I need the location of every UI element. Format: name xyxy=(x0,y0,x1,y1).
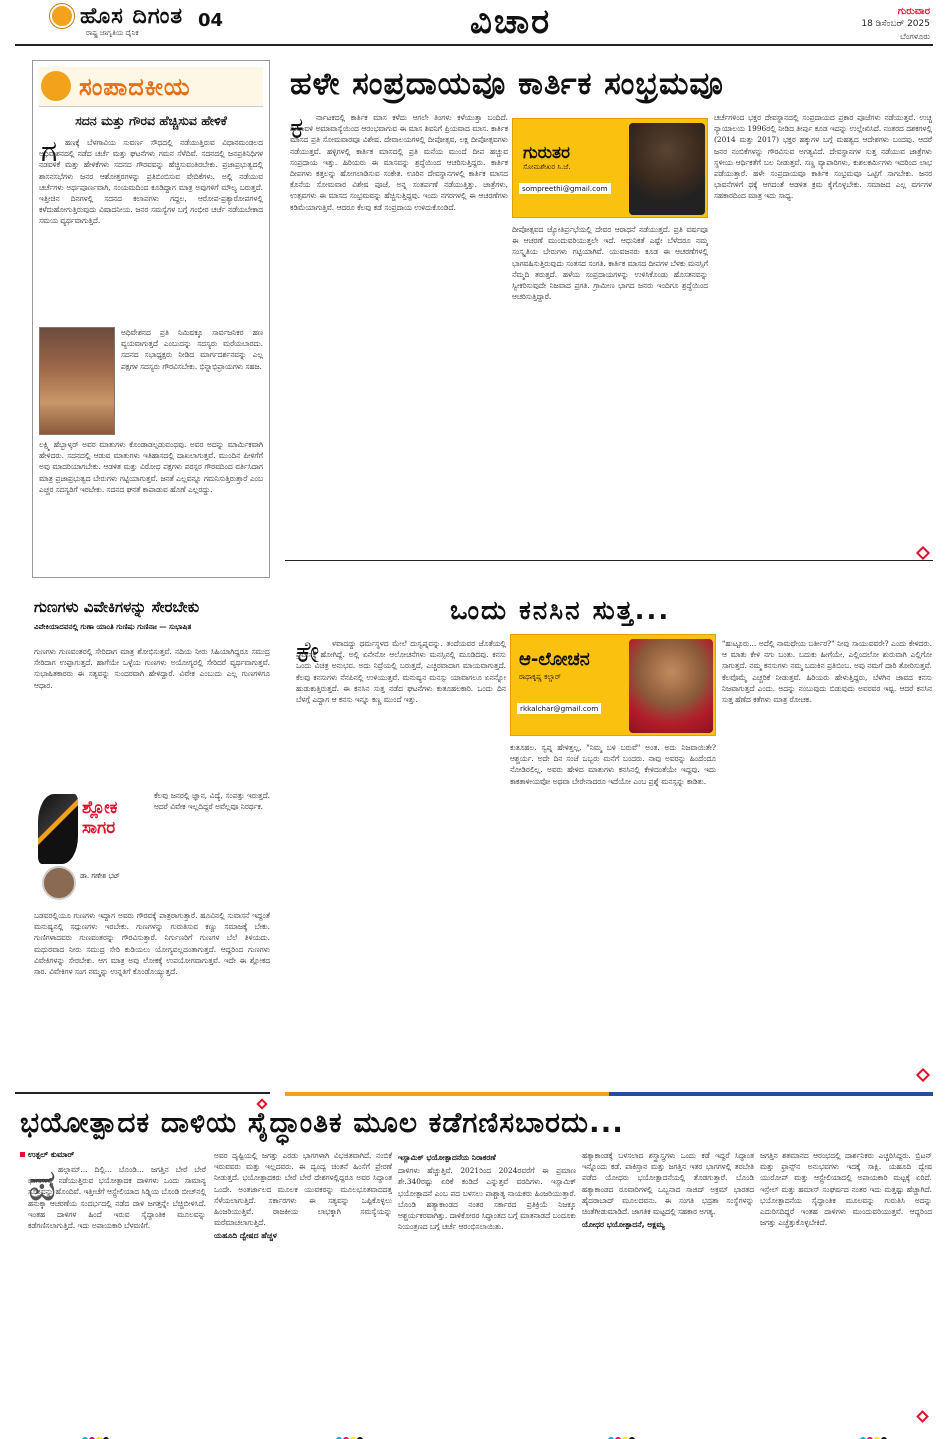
bottom-byline: ಉತ್ಪಲ್ ಕುಮಾರ್ xyxy=(28,1150,75,1159)
registration-marks xyxy=(336,1428,366,1436)
section-divider xyxy=(285,560,933,561)
section-divider xyxy=(15,1092,270,1094)
color-divider xyxy=(285,1092,933,1096)
paper-tagline: ರಾಷ್ಟ್ರ ಜಾಗೃತಿಯ ದೈನಿಕ xyxy=(86,29,139,37)
registration-marks xyxy=(82,1428,112,1436)
author-name: ರಾಧಾಕೃಷ್ಣ ಕಲ್ಚಾರ್ xyxy=(519,673,561,681)
article-end-icon xyxy=(916,1068,930,1082)
lead-headline: ಹಳೇ ಸಂಪ್ರದಾಯವೂ ಕಾರ್ತಿಕ ಸಂಭ್ರಮವೂ xyxy=(290,66,724,102)
article-end-icon xyxy=(916,546,930,560)
bottom-article-column xyxy=(214,1150,392,1424)
editorial-box xyxy=(32,60,270,578)
author-name: ಸೋಮಶೇಖರ ಸಿ.ಜೆ. xyxy=(523,163,571,171)
column-label: ಆ-ಲೋಚನ xyxy=(519,649,590,670)
shloka-title: ಶ್ಲೋಕ ಸಾಗರ xyxy=(82,798,118,838)
top-rule xyxy=(15,44,933,46)
author-email[interactable]: sompreethi@gmail.com xyxy=(519,183,611,194)
subhead: ಯೋಧರ ಭಯೋತ್ಪಾದನೆ, ಅಕ್ಷಮ್ಯ xyxy=(582,1220,665,1230)
masthead xyxy=(50,4,250,38)
place-label: ಬೆಂಗಳೂರು xyxy=(900,32,930,41)
editorial-dropcap: ಗ xyxy=(41,134,58,169)
subhead: ಯಹೂದಿ ದ್ವೇಷದ ಹೆಚ್ಚಳ xyxy=(214,1231,277,1241)
author-photo xyxy=(629,639,713,733)
quill-icon xyxy=(38,794,78,864)
dream-article-text: "ಹುಟ್ಟೂರು... ಅದೆಲ್ಲಿ ನಾಮಧೇಯ ಬರ್ತೀರ?" ನೀವು ಸಾಯುವವರೇ? ಎಂದು ಕೇಳಿದರು. ಆ ಮಾತು ಕೇಳಿ ನಗು ಬಂತು. ಬದುಕು ಹೀಗೆಯೇ, ಎಲ್ಲಿಂದಲೋ ಶುರುವಾಗಿ ಎಲ್ಲಿಗೋ ಸಾಗುತ್ತದೆ. ನಮ್ಮ ಕನಸುಗಳು ನಮ್ಮ ಬದುಕಿನ ಪ್ರತಿಬಿಂಬ. ಅವು ನಮಗೆ ದಾರಿ ತೋರಿಸುತ್ತವೆ. ಕೆಲವೊಮ್ಮೆ ಎಚ್ಚರಿಕೆ ನೀಡುತ್ತವೆ. ಹಿರಿಯರು ಹೇಳುತ್ತಿದ್ದರು, ಬೆಳಗಿನ ಜಾವದ ಕನಸು ನಿಜವಾಗುತ್ತದೆ ಎಂದು. ಅದನ್ನು ನಂಬುವುದು ಬಿಡುವುದು ಅವರವರ ಇಷ್ಟ. ಆದರೆ ಕನಸಿನ ಸುತ್ತ ಹೆಣೆದ ಕತೆಗಳು ಮಾತ್ರ ರೋಚಕ. xyxy=(722,639,932,705)
bottom-article-text: ಜಗತ್ತಿನ ಶತಮಾನದ ಆರಂಭದಲ್ಲಿ ದಾರ್ಶನಿಕರು ಎಚ್ಚರಿಸಿದ್ದರು. ಬ್ರಿಟನ್ ಮತ್ತು ಫ್ರಾನ್ಸ್‌ನ ಅನುಭವಗಳು ಇದಕ್ಕೆ ಸಾಕ್ಷಿ. ಯಹೂದಿ ದ್ವೇಷ ಯುರೋಪ್ ಮತ್ತು ಆಸ್ಟ್ರೇಲಿಯಾದಲ್ಲಿ ಅಪಾಯಕಾರಿ ಮಟ್ಟಕ್ಕೆ ಏರಿದೆ. ಇಸ್ರೇಲ್ ಮತ್ತು ಹಮಾಸ್ ಸಂಘರ್ಷದ ನಂತರ ಇದು ಮತ್ತಷ್ಟು ಹೆಚ್ಚಾಗಿದೆ. ಭಯೋತ್ಪಾದನೆಯ ಸೈದ್ಧಾಂತಿಕ ಮೂಲವನ್ನು ಗುರುತಿಸಿ ಅದನ್ನು ಎದುರಿಸದಿದ್ದರೆ ಇಂತಹ ದಾಳಿಗಳು ಮುಂದುವರಿಯುತ್ತವೆ. ಆದ್ದರಿಂದ ಜಗತ್ತು ಎಚ್ಚೆತ್ತುಕೊಳ್ಳಬೇಕಿದೆ. xyxy=(760,1151,932,1228)
lead-dropcap: ಕ xyxy=(290,111,304,146)
columnist-box xyxy=(512,118,708,218)
guna-text: ಬಡವರಲ್ಲಿಯೂ ಗುಣಗಳು ಇದ್ದಾಗ ಅವರು ಗೌರವಕ್ಕೆ ಪಾತ್ರರಾಗುತ್ತಾರೆ. ಹೂವಿನಲ್ಲಿ ಸುವಾಸನೆ ಇದ್ದಂತೆ ಮನುಷ್ಯನಲ್ಲಿ ಸದ್ಗುಣಗಳು ಇರಬೇಕು. ಗುಣಗಳನ್ನು ಗುರುತಿಸುವ ಕಣ್ಣು ಸಮಾಜಕ್ಕೆ ಬೇಕು. ಗುಣಿಗಳಾದವರು ಗುಣವಂತರನ್ನು ಗೌರವಿಸುತ್ತಾರೆ. ನಿರ್ಗುಣರಿಗೆ ಗುಣಗಳ ಬೆಲೆ ತಿಳಿಯದು. ಮಧುರವಾದ ನೀರು ಸಮುದ್ರ ಸೇರಿ ಕುಡಿಯಲು ಯೋಗ್ಯವಲ್ಲದಂತಾಗುತ್ತದೆ. ಆದ್ದರಿಂದ ಗುಣಗಳು ವಿವೇಕಿಗಳನ್ನು ಸೇರಬೇಕು. ಆಗ ಮಾತ್ರ ಅವು ಲೋಕಕ್ಕೆ ಉಪಯೋಗವಾಗುತ್ತವೆ. ಇದೇ ಈ ಶ್ಲೋಕದ ಸಾರ. ವಿವೇಕಿಗಳ ಸಂಗ ನಮ್ಮನ್ನು ಉನ್ನತಿಗೆ ಕೊಂಡೊಯ್ಯುತ್ತದೆ. xyxy=(34,911,270,977)
lead-article-text: ದೀಪೋತ್ಸವದ ಜ್ಯೋತಿರ್ಪ್ರಭೆಯಲ್ಲಿ ದೇವರ ಆರಾಧನೆ ನಡೆಯುತ್ತದೆ. ಪ್ರತಿ ವರ್ಷವೂ ಈ ಆಚರಣೆ ಮುಂದುವರಿಯುತ್ತಲೇ ಇದೆ. ಆಧುನಿಕತೆ ಎಷ್ಟೇ ಬೆಳೆದರೂ ನಮ್ಮ ಸಂಸ್ಕೃತಿಯ ಬೇರುಗಳು ಗಟ್ಟಿಯಾಗಿವೆ. ಯುವಜನರು ಕೂಡ ಈ ಆಚರಣೆಗಳಲ್ಲಿ ಭಾಗವಹಿಸುತ್ತಿರುವುದು ಸಂತಸದ ಸಂಗತಿ. ಕಾರ್ತಿಕ ಮಾಸದ ದೀಪಗಳ ಬೆಳಕು ಮನಸ್ಸಿಗೆ ನೆಮ್ಮದಿ ತರುತ್ತದೆ. ಹಳೆಯ ಸಂಪ್ರದಾಯಗಳನ್ನು ಉಳಿಸಿಕೊಂಡು ಹೊಸತನವನ್ನು ಸ್ವೀಕರಿಸುವುದೇ ನಿಜವಾದ ಪ್ರಗತಿ. ಗ್ರಾಮೀಣ ಭಾಗದ ಜನರು ಇಂದಿಗೂ ಶ್ರದ್ಧೆಯಿಂದ ಆಚರಿಸುತ್ತಿದ್ದಾರೆ. xyxy=(512,225,708,302)
lead-article-text: ಚರ್ಚೆಗಳಿಂದ ಭಕ್ತರ ದೇವಸ್ಥಾನದಲ್ಲಿ ಸಂಪ್ರದಾಯದ ಪ್ರಕಾರ ಪೂಜೆಗಳು ನಡೆಯುತ್ತವೆ. ಉಚ್ಚ ನ್ಯಾಯಾಲಯ 1996ರಲ್ಲಿ ನೀಡಿದ ತೀರ್ಪು ಕೂಡ ಇದನ್ನು ಉಲ್ಲೇಖಿಸಿದೆ. ನಂತರದ ದಶಕಗಳಲ್ಲಿ (2014 ಮತ್ತು 2017) ಭಕ್ತರ ಹಕ್ಕುಗಳ ಬಗ್ಗೆ ಮಹತ್ವದ ಆದೇಶಗಳು ಬಂದವು. ಆದರೆ ಜನರ ನಂಬಿಕೆಗಳನ್ನು ಗೌರವಿಸುವ ಅಗತ್ಯವಿದೆ. ದೇವಸ್ಥಾನಗಳ ಸುತ್ತ ನಡೆಯುವ ಜಾತ್ರೆಗಳು ಸ್ಥಳೀಯ ಆರ್ಥಿಕತೆಗೆ ಬಲ ನೀಡುತ್ತವೆ. ಸಣ್ಣ ವ್ಯಾಪಾರಿಗಳು, ಕುಶಲಕರ್ಮಿಗಳು ಇದರಿಂದ ಲಾಭ ಪಡೆಯುತ್ತಾರೆ. ಹಳೇ ಸಂಪ್ರದಾಯವೂ ಕಾರ್ತಿಕ ಸಂಭ್ರಮವೂ ಒಟ್ಟಿಗೆ ಸಾಗಬೇಕು. ಜನರ ಭಾವನೆಗಳಿಗೆ ಧಕ್ಕೆ ಆಗದಂತೆ ಆಡಳಿತ ಕ್ರಮ ಕೈಗೊಳ್ಳಬೇಕು. ಸಮಾಜದ ಎಲ್ಲ ವರ್ಗಗಳ ಸಹಕಾರದಿಂದ ಮಾತ್ರ ಇದು ಸಾಧ್ಯ. xyxy=(714,113,932,201)
author-photo xyxy=(629,123,705,215)
day-label: ಗುರುವಾರ xyxy=(897,6,930,17)
editorial-label: ಸಂಪಾದಕೀಯ xyxy=(79,73,191,101)
bottom-article-text: ದಾಳಿಗಳು ಹೆಚ್ಚುತ್ತಿವೆ. 2021ರಿಂದ 2024ರವರೆಗೆ ಈ ಪ್ರಮಾಣ ಶೇ.340ರಷ್ಟು ಏರಿಕೆ ಕಂಡಿದೆ ಎನ್ನುತ್ತವೆ ವರದಿಗಳು. ಇಸ್ಲಾಮಿಕ್ ಭಯೋತ್ಪಾದನೆ ಎಂಬ ಪದ ಬಳಸಲು ಪಾಶ್ಚಾತ್ಯ ನಾಯಕರು ಹಿಂಜರಿಯುತ್ತಾರೆ. ಬೊಂಡಿ ಹತ್ಯಾಕಾಂಡದ ನಂತರ ಸರ್ಕಾರದ ಪ್ರತಿಕ್ರಿಯೆ ನಿಜಕ್ಕೂ ಆಶ್ಚರ್ಯಕರವಾಗಿತ್ತು. ದಾಳಿಕೋರರ ಸಿದ್ಧಾಂತದ ಬಗ್ಗೆ ಮಾತನಾಡದೆ ಬಂದೂಕು ನಿಯಂತ್ರಣದ ಬಗ್ಗೆ ಚರ್ಚೆ ಆರಂಭಿಸಲಾಯಿತು. xyxy=(398,1166,576,1232)
guna-strap: ವಿವೇಕಿಯಾದವನಲ್ಲಿ ಗುಣಾ ಯಾಂತಿ ಗುಣಿಷು ಗುಣಿನಾಃ — ಸುಭಾಷಿತ xyxy=(34,622,192,631)
paper-name: ಹೊಸ ದಿಗಂತ xyxy=(80,4,184,29)
bottom-article-text: ಅವರ ದೃಷ್ಟಿಯಲ್ಲಿ ಜಗತ್ತು ಎರಡು ಭಾಗಗಳಾಗಿ ವಿಭಜಿತವಾಗಿದೆ. ನಂಬಿಕೆ ಇರುವವರು ಮತ್ತು ಇಲ್ಲದವರು. ಈ ದ್ವಂದ್ವ ಚಿಂತನೆ ಹಿಂಸೆಗೆ ಪ್ರೇರಣೆ ನೀಡುತ್ತದೆ. ಭಯೋತ್ಪಾದಕರು ಬೇರೆ ಬೇರೆ ದೇಶಗಳಲ್ಲಿದ್ದರೂ ಅವರ ಸಿದ್ಧಾಂತ ಒಂದೇ. ಅಂತರ್ಜಾಲದ ಮೂಲಕ ಯುವಕರನ್ನು ಮೂಲಭೂತವಾದದತ್ತ ಸೆಳೆಯಲಾಗುತ್ತಿದೆ. ಸರ್ಕಾರಗಳು ಈ ಸತ್ಯವನ್ನು ಒಪ್ಪಿಕೊಳ್ಳಲು ಹಿಂಜರಿಯುತ್ತಿವೆ. ರಾಜಕೀಯ ಲಾಭಕ್ಕಾಗಿ ಸಮಸ್ಯೆಯನ್ನು ಮರೆಮಾಚಲಾಗುತ್ತಿದೆ. xyxy=(214,1151,392,1228)
page-number: 04 xyxy=(198,10,224,31)
byline-marker-icon xyxy=(20,1152,25,1157)
dream-headline: ಒಂದು ಕನಸಿನ ಸುತ್ತ... xyxy=(450,596,671,626)
editorial-text: ಅಧಿವೇಶನದ ಪ್ರತಿ ನಿಮಿಷಕ್ಕೂ ಸಾರ್ವಜನಿಕರ ಹಣ ವ್ಯಯವಾಗುತ್ತದೆ ಎಂಬುದನ್ನು ಸದಸ್ಯರು ಮರೆಯಬಾರದು. ಸದನದ ಸಭಾಧ್ಯಕ್ಷರು ನೀಡಿದ ಮಾರ್ಗದರ್ಶನವನ್ನು ಎಲ್ಲ ಪಕ್ಷಗಳ ಸದಸ್ಯರು ಗೌರವಿಸಬೇಕು. ಭಿನ್ನಾಭಿಪ್ರಾಯಗಳು ಸಹಜ. xyxy=(121,328,263,371)
bottom-article-text: ಹತ್ಯಾಕಾಂಡಕ್ಕೆ ಬಳಸಲಾದ ಶಸ್ತ್ರಾಸ್ತ್ರಗಳು ಒಂದು ಕಡೆ ಇದ್ದರೆ ಸಿದ್ಧಾಂತ ಇನ್ನೊಂದು ಕಡೆ. ಪಾಕಿಸ್ತಾನ ಮತ್ತು ಜಗತ್ತಿನ ಇತರ ಭಾಗಗಳಲ್ಲಿ ತರಬೇತಿ ಪಡೆದ ಯೋಧರು ಭಯೋತ್ಪಾದನೆಯಲ್ಲಿ ತೊಡಗುತ್ತಾರೆ. ಬೊಂಡಿ ಹತ್ಯಾಕಾಂಡದ ರೂವಾರಿಗಳಲ್ಲಿ ಒಬ್ಬನಾದ ಸಾಜಿದ್ ಅಕ್ರಮ್ ಭಾರತದ ಹೈದರಾಬಾದ್ ಮೂಲದವನು. ಈ ಸಂಗತಿ ಭದ್ರತಾ ಸಂಸ್ಥೆಗಳನ್ನು ಚಿಂತೆಗೀಡುಮಾಡಿದೆ. ಜಾಗತಿಕ ಮಟ್ಟದಲ್ಲಿ ಸಹಕಾರ ಅಗತ್ಯ. xyxy=(582,1151,754,1217)
guna-text: ಗುಣಗಳು ಗುಣವಂತರಲ್ಲಿ ಸೇರಿದಾಗ ಮಾತ್ರ ಶೋಭಿಸುತ್ತವೆ. ನದಿಯ ನೀರು ಸಿಹಿಯಾಗಿದ್ದರೂ ಸಮುದ್ರ ಸೇರಿದಾಗ ಉಪ್ಪಾಗುತ್ತದೆ. ಹಾಗೆಯೇ ಒಳ್ಳೆಯ ಗುಣಗಳು ಅಯೋಗ್ಯರಲ್ಲಿ ಸೇರಿದರೆ ವ್ಯರ್ಥವಾಗುತ್ತವೆ. ಸುಭಾಷಿತಕಾರರು ಈ ಸತ್ಯವನ್ನು ಸುಂದರವಾಗಿ ಹೇಳಿದ್ದಾರೆ. ವಿವೇಕ ಎಂಬುದು ಎಲ್ಲ ಗುಣಗಳಿಗೂ ಆಧಾರ. xyxy=(34,647,270,690)
subhead: ಇಸ್ಲಾಮಿಕ್ ಭಯೋತ್ಪಾದನೆಯ ನಿರಾಕರಣೆ xyxy=(398,1153,496,1162)
editorial-text: ಲಕ್ಷ್ಮಿ ಹೆಬ್ಬಾಳ್ಕರ್ ಅವರ ಮಾತುಗಳು ಕೊಂಡಾಡಲ್ಪಡುವಂಥವು. ಅವರ ಅದನ್ನು ಮಾರ್ಮಿಕವಾಗಿ ಹೇಳಿದರು. ಸದನದಲ್ಲಿ ಆಡುವ ಮಾತುಗಳು ಇತಿಹಾಸದಲ್ಲಿ ದಾಖಲಾಗುತ್ತವೆ. ಮುಂದಿನ ಪೀಳಿಗೆಗೆ ಅವು ಮಾದರಿಯಾಗಬೇಕು. ಆಡಳಿತ ಮತ್ತು ವಿರೋಧ ಪಕ್ಷಗಳು ಪರಸ್ಪರ ಗೌರವದಿಂದ ವರ್ತಿಸಿದಾಗ ಮಾತ್ರ ಪ್ರಜಾಪ್ರಭುತ್ವದ ಬೇರುಗಳು ಗಟ್ಟಿಯಾಗುತ್ತವೆ. ಜನತೆ ಎಲ್ಲವನ್ನೂ ಗಮನಿಸುತ್ತಿರುತ್ತಾರೆ ಎಂಬ ಎಚ್ಚರ ಸದಸ್ಯರಿಗೆ ಇರಬೇಕು. ಸದನದ ಘನತೆ ಕಾಪಾಡುವ ಹೊಣೆ ಎಲ್ಲರದ್ದು. xyxy=(39,440,263,494)
dream-article-text: ಕುತೂಹಲ. ಸ್ವಪ್ನ ಹೇಳಿತ್ತಲ್ಲ, "ನಿಮ್ಮ ಬಳಿ ಬರುವೆ" ಅಂತ. ಅದು ನಿಜವಾಯಿತೇ? ಆಶ್ಚರ್ಯ. ಅದೇ ದಿನ ಸಂಜೆ ಒಬ್ಬರು ಮನೆಗೆ ಬಂದರು. ನಾವು ಅವರನ್ನು ಹಿಂದೆಂದೂ ನೋಡಿರಲಿಲ್ಲ. ಅವರು ಹೇಳಿದ ಮಾತುಗಳು ಕನಸಿನಲ್ಲಿ ಕೇಳಿದಂತೆಯೇ ಇದ್ದವು. ಇದು ಕಾಕತಾಳೀಯವೋ ಅಥವಾ ಬೇರೇನಾದರೂ ಇದೆಯೋ ಎಂಬ ಪ್ರಶ್ನೆ ಮನಸ್ಸನ್ನು ಕಾಡಿತು. xyxy=(510,743,716,786)
guna-headline: ಗುಣಗಳು ವಿವೇಕಿಗಳನ್ನು ಸೇರಬೇಕು xyxy=(34,598,200,616)
paper-logo-icon xyxy=(50,4,74,28)
registration-marks xyxy=(860,1428,890,1436)
bottom-headline: ಭಯೋತ್ಪಾದಕ ದಾಳಿಯ ಸೈದ್ಧಾಂತಿಕ ಮೂಲ ಕಡೆಗಣಿಸಬಾರದು... xyxy=(20,1106,624,1139)
shloka-author-photo xyxy=(42,866,76,900)
lead-article-text: ರ್ನಾಟಕದಲ್ಲಿ ಕಾರ್ತಿಕ ಮಾಸ ಕಳೆದು ಆಗಲೇ ತಿಂಗಳು ಕಳೆಯುತ್ತಾ ಬಂದಿದೆ. ದೀಪಾವಳಿ ಅಮಾವಾಸ್ಯೆಯಿಂದ ಆರಂಭವಾಗುವ ಈ ಮಾಸ ಶಿವನಿಗೆ ಪ್ರಿಯವಾದ ಮಾಸ. ಕಾರ್ತಿಕ ಮಾಸದ ಪ್ರತಿ ಸೋಮವಾರವೂ ವಿಶೇಷ. ದೇವಾಲಯಗಳಲ್ಲಿ ದೀಪೋತ್ಸವ, ಲಕ್ಷ ದೀಪೋತ್ಸವಗಳು ನಡೆಯುತ್ತವೆ. ಹಳ್ಳಿಗಳಲ್ಲಿ ಕಾರ್ತಿಕ ಮಾಸದಲ್ಲಿ ಪ್ರತಿ ಮನೆಯ ಮುಂದೆ ದೀಪ ಹಚ್ಚುವ ಸಂಪ್ರದಾಯ ಇತ್ತು. ಹಿರಿಯರು ಈ ಮಾಸವನ್ನು ಶ್ರದ್ಧೆಯಿಂದ ಆಚರಿಸುತ್ತಿದ್ದರು. ಕಾರ್ತಿಕ ದೀಪಗಳು ಕತ್ತಲನ್ನು ಹೋಗಲಾಡಿಸುವ ಸಂಕೇತ. ಊರಿನ ದೇವಸ್ಥಾನಗಳಲ್ಲಿ ಕಾರ್ತಿಕ ಮಾಸದ ಕೊನೆಯ ಸೋಮವಾರ ವಿಶೇಷ ಪೂಜೆ, ಅನ್ನ ಸಂತರ್ಪಣೆ ನಡೆಯುತ್ತಿತ್ತು. ಜಾತ್ರೆಗಳು, ಉತ್ಸವಗಳು ಈ ಮಾಸದ ಸಂಭ್ರಮವನ್ನು ಹೆಚ್ಚಿಸುತ್ತಿದ್ದವು. ಇಂದು ನಗರಗಳಲ್ಲಿ ಈ ಆಚರಣೆಗಳು ಕಡಿಮೆಯಾಗುತ್ತಿವೆ. ಆದರೂ ಕೆಲವು ಕಡೆ ಸಂಪ್ರದಾಯ ಉಳಿದುಕೊಂಡಿದೆ. xyxy=(290,113,508,212)
date-block xyxy=(760,6,930,42)
bottom-article-column xyxy=(398,1150,576,1424)
shloka-sagara-box xyxy=(34,790,150,908)
editorial-header xyxy=(39,67,263,107)
dream-article-text: ಳವಾದದ್ದು ಧರ್ಮಸ್ಥಳದ ಮೇಲೆ ದುಸ್ವಪ್ನವನ್ನು. ತಂದೆಯವರ ಜೊತೆಯಲ್ಲಿ ಪ್ರವಾಸಕ್ಕೆ ಹೋಗಿದ್ದೆ. ಅಲ್ಲಿ ಏನೇನೋ ಆಲೋಚನೆಗಳು ಮನಸ್ಸಿನಲ್ಲಿ ಮೂಡಿದವು. ಕನಸು ಒಂದು ವಿಚಿತ್ರ ಅನುಭವ. ಅದು ನಿದ್ರೆಯಲ್ಲಿ ಬರುತ್ತದೆ, ಎಚ್ಚರವಾದಾಗ ಮಾಯವಾಗುತ್ತದೆ. ಕೆಲವು ಕನಸುಗಳು ನೆನಪಿನಲ್ಲಿ ಉಳಿಯುತ್ತವೆ. ಮನುಷ್ಯನ ಮನಸ್ಸು ಯಾವಾಗಲೂ ಏನನ್ನೋ ಹುಡುಕುತ್ತಿರುತ್ತದೆ. ಈ ಕನಸಿನ ಸುತ್ತ ನಡೆದ ಘಟನೆಗಳು ಕುತೂಹಲಕಾರಿ. ಒಂದು ದಿನ ಬೆಳಗ್ಗೆ ಎದ್ದಾಗ ಆ ಕನಸು ಇನ್ನೂ ಕಣ್ಣ ಮುಂದೆ ಇತ್ತು. xyxy=(296,639,506,705)
author-email[interactable]: rkkalchar@gmail.com xyxy=(517,703,601,714)
bottom-article-text: ಹಲ್ಗಾಮ್... ದಿಲ್ಲಿ... ಬೊಂಡಿ... ಜಗತ್ತಿನ ಬೇರೆ ಬೇರೆ ಭಾಗಗಳಲ್ಲಿ ನಡೆಯುತ್ತಿರುವ ಭಯೋತ್ಪಾದಕ ದಾಳಿಗಳು ಒಂದು ಸಾಮಾನ್ಯ ಸೂತ್ರವನ್ನು ಹೊಂದಿವೆ. ಇತ್ತೀಚೆಗೆ ಆಸ್ಟ್ರೇಲಿಯಾದ ಸಿಡ್ನಿಯ ಬೊಂಡಿ ಬೀಚ್‌ನಲ್ಲಿ ಹನುಕ್ಕಾ ಆಚರಣೆಯ ಸಂದರ್ಭದಲ್ಲಿ ನಡೆದ ದಾಳಿ ಜಗತ್ತನ್ನೇ ಬೆಚ್ಚಿಬೀಳಿಸಿದೆ. ಇಂತಹ ದಾಳಿಗಳ ಹಿಂದೆ ಇರುವ ಸೈದ್ಧಾಂತಿಕ ಮೂಲವನ್ನು ಕಡೆಗಣಿಸಲಾಗುತ್ತಿದೆ. ಇದು ಅಪಾಯಕಾರಿ ಬೆಳವಣಿಗೆ. xyxy=(28,1165,206,1231)
guna-text: ಕೆಲವು ಜನರಲ್ಲಿ ಜ್ಞಾನ, ವಿದ್ಯೆ, ಸಂಪತ್ತು ಇರುತ್ತದೆ. ಆದರೆ ವಿವೇಕ ಇಲ್ಲದಿದ್ದರೆ ಅವೆಲ್ಲವೂ ನಿರರ್ಥಕ. xyxy=(154,791,270,812)
bottom-article-column xyxy=(582,1150,754,1424)
editorial-headline: ಸದನ ಮತ್ತು ಗೌರವ ಹೆಚ್ಚಿಸುವ ಹೇಳಿಕೆ xyxy=(75,113,227,128)
columnist-box xyxy=(510,634,716,736)
editorial-text: ಹಣಕ್ಕೆ ಬೆಳಗಾವಿಯ ಸುವರ್ಣ ಸೌಧದಲ್ಲಿ ನಡೆಯುತ್ತಿರುವ ವಿಧಾನಮಂಡಲದ ಅಧಿವೇಶನದಲ್ಲಿ ನಡೆದ ಚರ್ಚೆ ಮತ್ತು ಘಟನೆಗಳು ಗಮನ ಸೆಳೆದಿವೆ. ಸದನದಲ್ಲಿ ಜನಪ್ರತಿನಿಧಿಗಳ ನಡವಳಿಕೆ ಮತ್ತು ಹೇಳಿಕೆಗಳು ಸದನದ ಗೌರವವನ್ನು ಹೆಚ್ಚಿಸುವಂತಿರಬೇಕು. ಪ್ರಜಾಪ್ರಭುತ್ವದಲ್ಲಿ ಶಾಸನಸಭೆಗಳು ಜನರ ಆಶೋತ್ತರಗಳನ್ನು ಪ್ರತಿಬಿಂಬಿಸುವ ವೇದಿಕೆಗಳು. ಅಲ್ಲಿ ನಡೆಯುವ ಚರ್ಚೆಗಳು ಅರ್ಥಪೂರ್ಣವಾಗಿ, ಸಂಯಮದಿಂದ ಕೂಡಿದ್ದಾಗ ಮಾತ್ರ ಅವುಗಳಿಗೆ ಮೌಲ್ಯ ಬರುತ್ತದೆ. ಇತ್ತೀಚಿನ ದಿನಗಳಲ್ಲಿ ಸದನದ ಕಲಾಪಗಳು ಗದ್ದಲ, ಆರೋಪ-ಪ್ರತ್ಯಾರೋಪಗಳಲ್ಲಿ ಕಳೆದುಹೋಗುತ್ತಿರುವುದು ವಿಷಾದನೀಯ. ಜನರ ಸಮಸ್ಯೆಗಳ ಬಗ್ಗೆ ಗಂಭೀರ ಚರ್ಚೆ ನಡೆಯಬೇಕಾದ ಸಮಯ ವ್ಯರ್ಥವಾಗುತ್ತಿದೆ. xyxy=(39,138,263,226)
editorial-logo-icon xyxy=(41,71,71,101)
date-label: 18 ಡಿಸೆಂಬರ್ 2025 xyxy=(861,19,930,29)
bottom-dropcap: ಪ xyxy=(28,1160,57,1211)
assembly-photo xyxy=(39,327,115,435)
registration-marks xyxy=(608,1428,638,1436)
shloka-author-name: ಡಾ. ಗಣೇಶ ಭಟ್ xyxy=(80,872,120,880)
column-label: ಗುರುತರ xyxy=(523,143,571,163)
section-title: ವಿಚಾರ xyxy=(470,2,552,42)
dream-dropcap: ಕೇ xyxy=(296,635,320,670)
